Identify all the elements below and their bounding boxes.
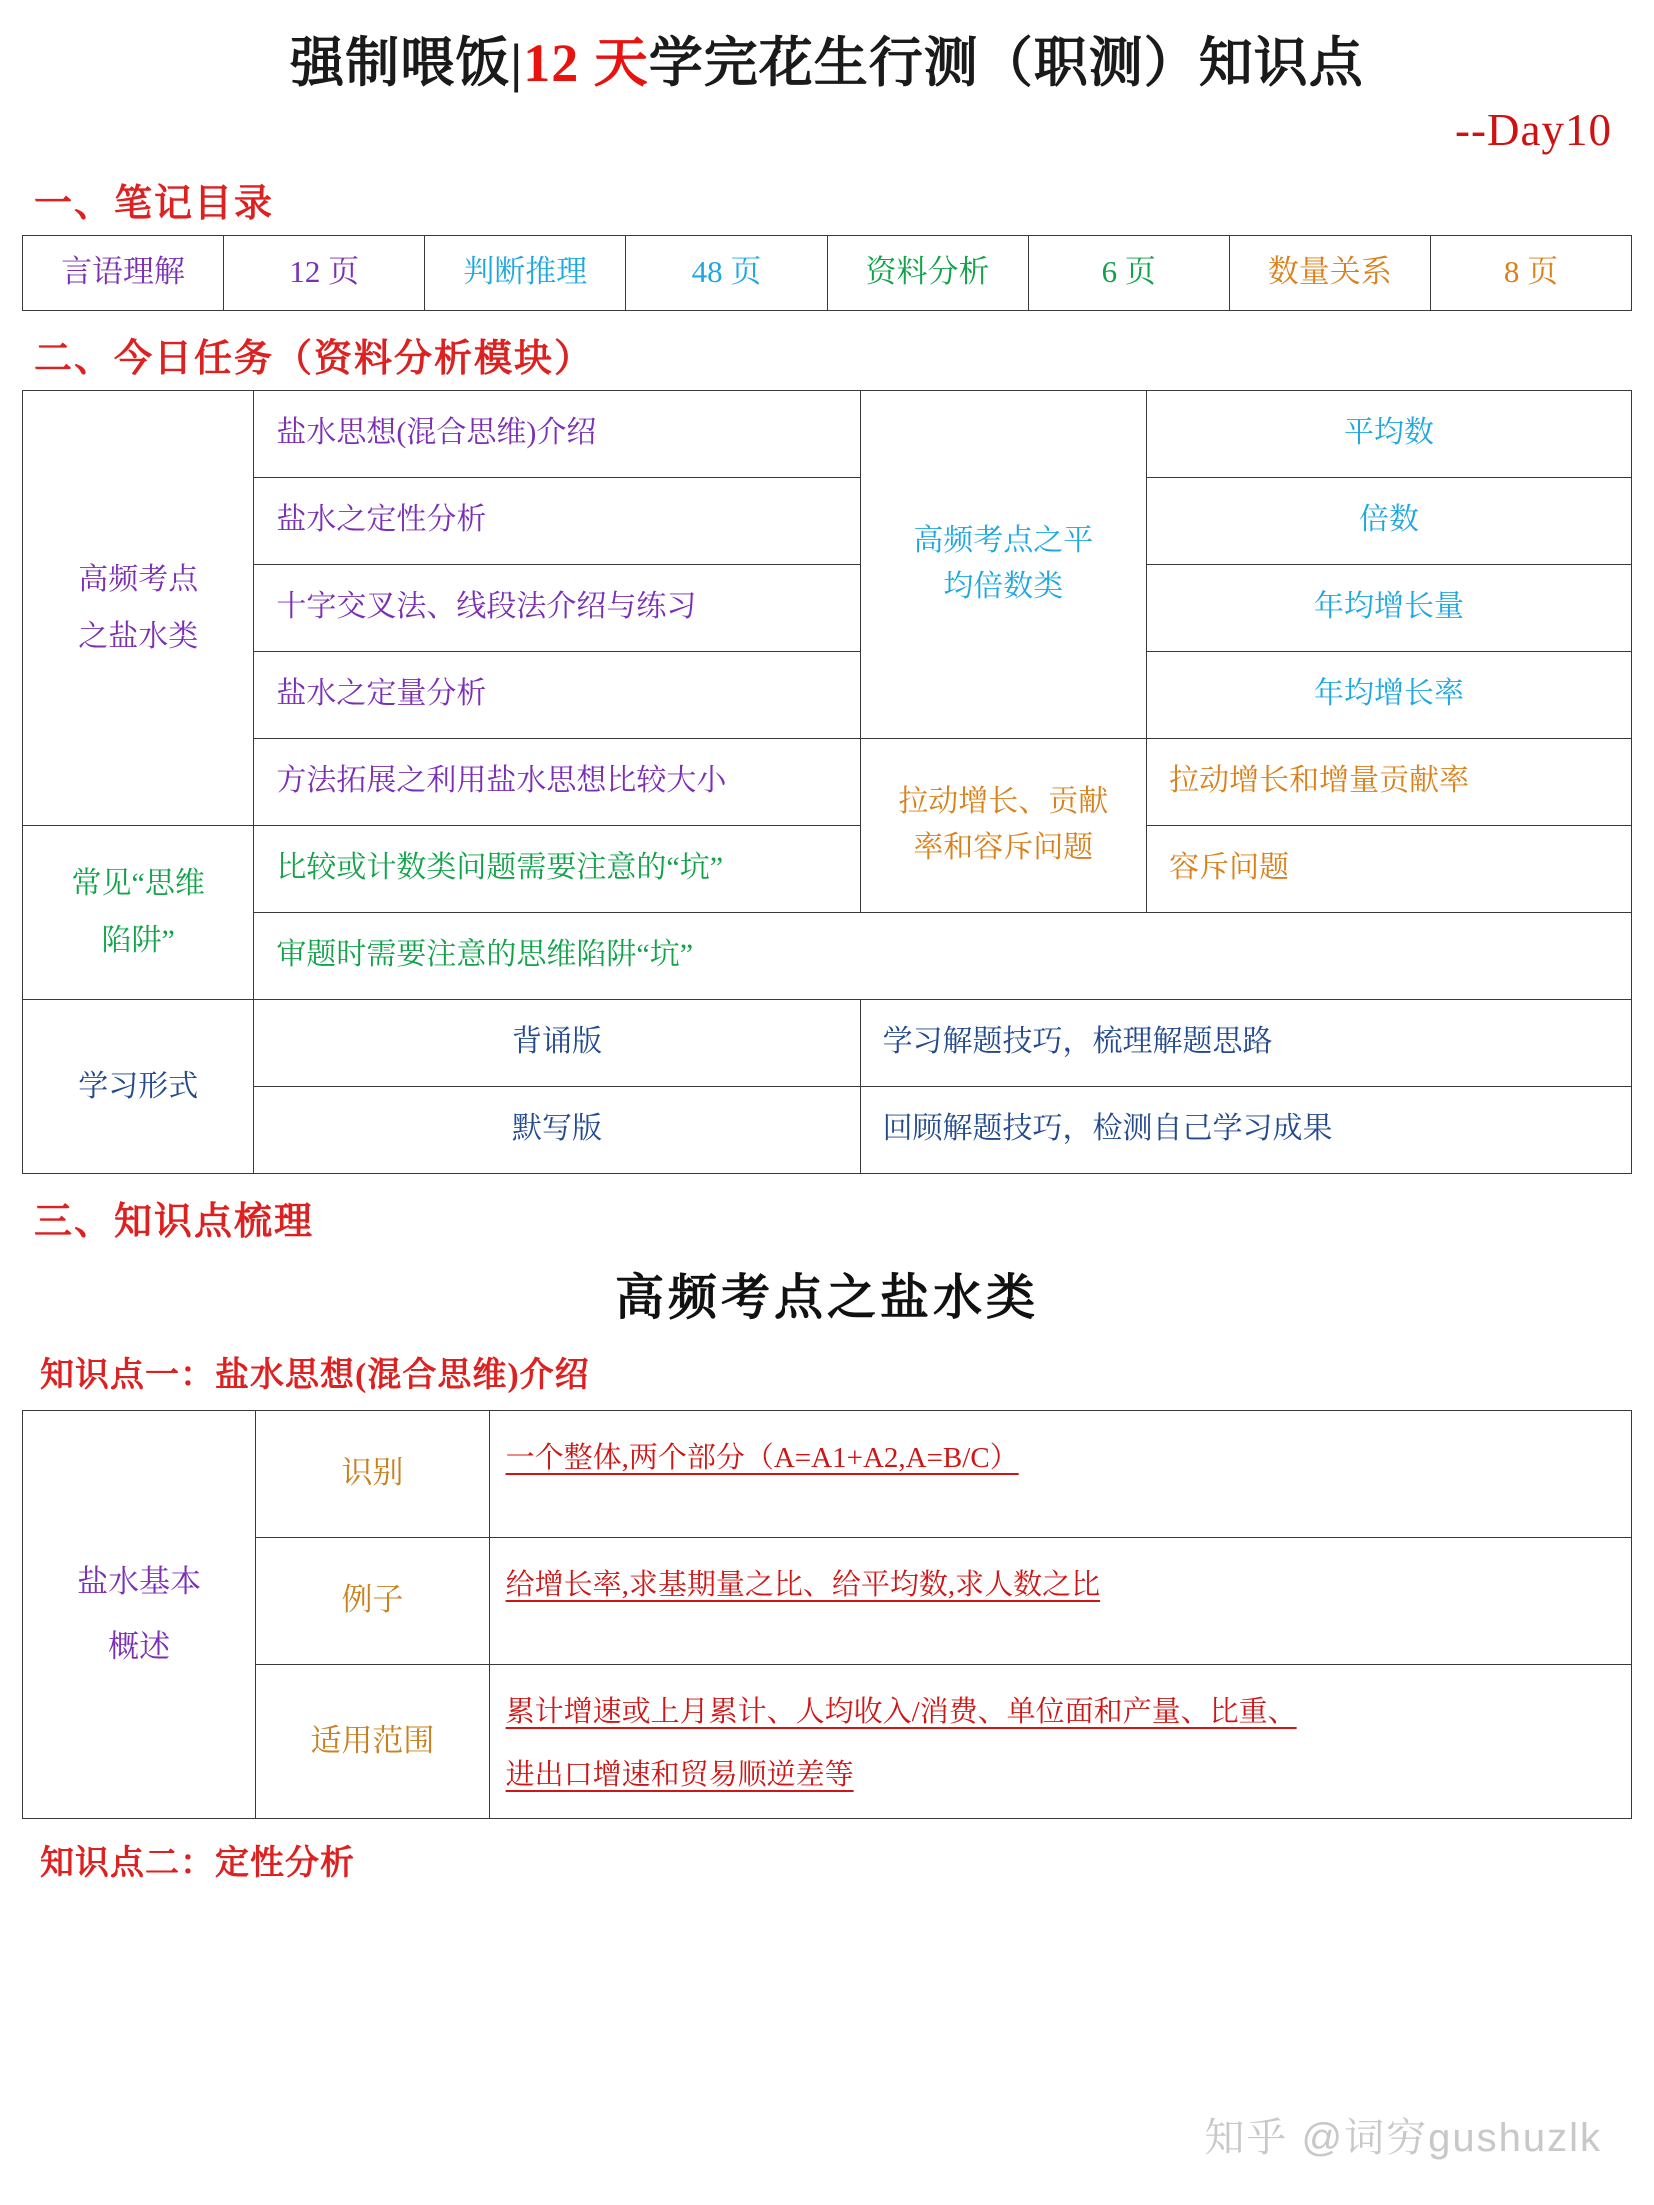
group-label-trap: 常见“思维 陷阱” — [23, 825, 254, 999]
salt-item-3: 十字交叉法、线段法介绍与练习 — [254, 564, 860, 651]
salt-item-4: 盐水之定量分析 — [254, 651, 860, 738]
table-row — [23, 1086, 1632, 1173]
table-row — [23, 390, 1632, 477]
concept-table — [22, 1410, 1632, 1820]
section-heading-one: 一、笔记目录 — [34, 182, 275, 225]
title-block — [22, 0, 1632, 156]
spacer — [22, 1819, 1632, 1829]
group-label-average: 高频考点之平 均倍数类 — [860, 390, 1147, 738]
group-label-salt: 高频考点 之盐水类 — [23, 390, 254, 825]
table-row — [23, 738, 1632, 825]
avg-item-3: 年均增长量 — [1147, 564, 1632, 651]
table-row — [23, 564, 1632, 651]
concept-content-identify-line1: 一个整体,两个部分（A=A1+A2,A=B/C） — [505, 1441, 1019, 1474]
chapter-heading: 高频考点之盐水类 — [614, 1269, 1039, 1325]
section-heading-two: 二、今日任务（资料分析模块） — [34, 337, 595, 380]
concept-sub-label-identify: 识别 — [256, 1410, 489, 1537]
avg-item-1: 平均数 — [1147, 390, 1632, 477]
concept-content-example — [489, 1537, 1631, 1664]
avg-item-2: 倍数 — [1147, 477, 1632, 564]
directory-subject-shuliang: 数量关系 — [1229, 235, 1430, 310]
title-prefix: 强制喂饭| — [290, 33, 524, 93]
directory-subject-ziliao: 资料分析 — [827, 235, 1028, 310]
table-row — [23, 1410, 1632, 1537]
today-task-table — [22, 390, 1632, 1174]
table-row — [23, 999, 1632, 1086]
study-desc-1: 学习解题技巧，梳理解题思路 — [860, 999, 1631, 1086]
concept-group-label: 盐水基本 概述 — [23, 1410, 256, 1819]
table-row — [23, 477, 1632, 564]
trap-item-1: 比较或计数类问题需要注意的“坑” — [254, 825, 860, 912]
directory-pages-yanyu: 12 页 — [224, 235, 425, 310]
group-label-study-form: 学习形式 — [23, 999, 254, 1173]
concept-content-example-line1: 给增长率,求基期量之比、给平均数,求人数之比 — [505, 1568, 1101, 1601]
title-suffix: 学完花生行测（职测）知识点 — [648, 33, 1364, 93]
title-accent: 12 天 — [523, 33, 649, 93]
directory-pages-shuliang: 8 页 — [1430, 235, 1631, 310]
growth-item-2: 容斥问题 — [1147, 825, 1632, 912]
directory-pages-panduan: 48 页 — [626, 235, 827, 310]
study-mode-2: 默写版 — [254, 1086, 860, 1173]
table-row — [23, 912, 1632, 999]
knowledge-point-one-heading: 知识点一：盐水思想(混合思维)介绍 — [40, 1356, 590, 1394]
study-desc-2: 回顾解题技巧，检测自己学习成果 — [860, 1086, 1631, 1173]
directory-table — [22, 235, 1632, 311]
concept-content-scope-line1: 累计增速或上月累计、人均收入/消费、单位面和产量、比重、 — [505, 1695, 1297, 1728]
salt-item-2: 盐水之定性分析 — [254, 477, 860, 564]
growth-item-1: 拉动增长和增量贡献率 — [1147, 738, 1632, 825]
table-row — [23, 651, 1632, 738]
knowledge-point-two-heading: 知识点二：定性分析 — [40, 1845, 355, 1883]
concept-content-identify — [489, 1410, 1631, 1537]
concept-sub-label-scope: 适用范围 — [256, 1664, 489, 1819]
concept-sub-label-example: 例子 — [256, 1537, 489, 1664]
section-heading-three: 三、知识点梳理 — [34, 1200, 315, 1243]
directory-subject-yanyu: 言语理解 — [23, 235, 224, 310]
study-mode-1: 背诵版 — [254, 999, 860, 1086]
group-label-growth: 拉动增长、贡献 率和容斥问题 — [860, 738, 1147, 912]
table-row — [23, 825, 1632, 912]
trap-item-2: 审题时需要注意的思维陷阱“坑” — [254, 912, 1632, 999]
salt-item-5: 方法拓展之利用盐水思想比较大小 — [254, 738, 860, 825]
avg-item-4: 年均增长率 — [1147, 651, 1632, 738]
directory-pages-ziliao: 6 页 — [1028, 235, 1229, 310]
page-title — [22, 30, 1632, 98]
watermark: 知乎 @词穷gushuzlk — [1204, 2116, 1602, 2160]
directory-subject-panduan: 判断推理 — [425, 235, 626, 310]
table-row — [23, 235, 1632, 310]
salt-item-1: 盐水思想(混合思维)介绍 — [254, 390, 860, 477]
concept-content-scope-line2: 进出口增速和贸易顺逆差等 — [505, 1759, 854, 1792]
table-row — [23, 1664, 1632, 1819]
concept-content-scope — [489, 1664, 1631, 1819]
table-row — [23, 1537, 1632, 1664]
day-label: --Day10 — [1455, 104, 1612, 155]
day-line — [22, 104, 1632, 156]
